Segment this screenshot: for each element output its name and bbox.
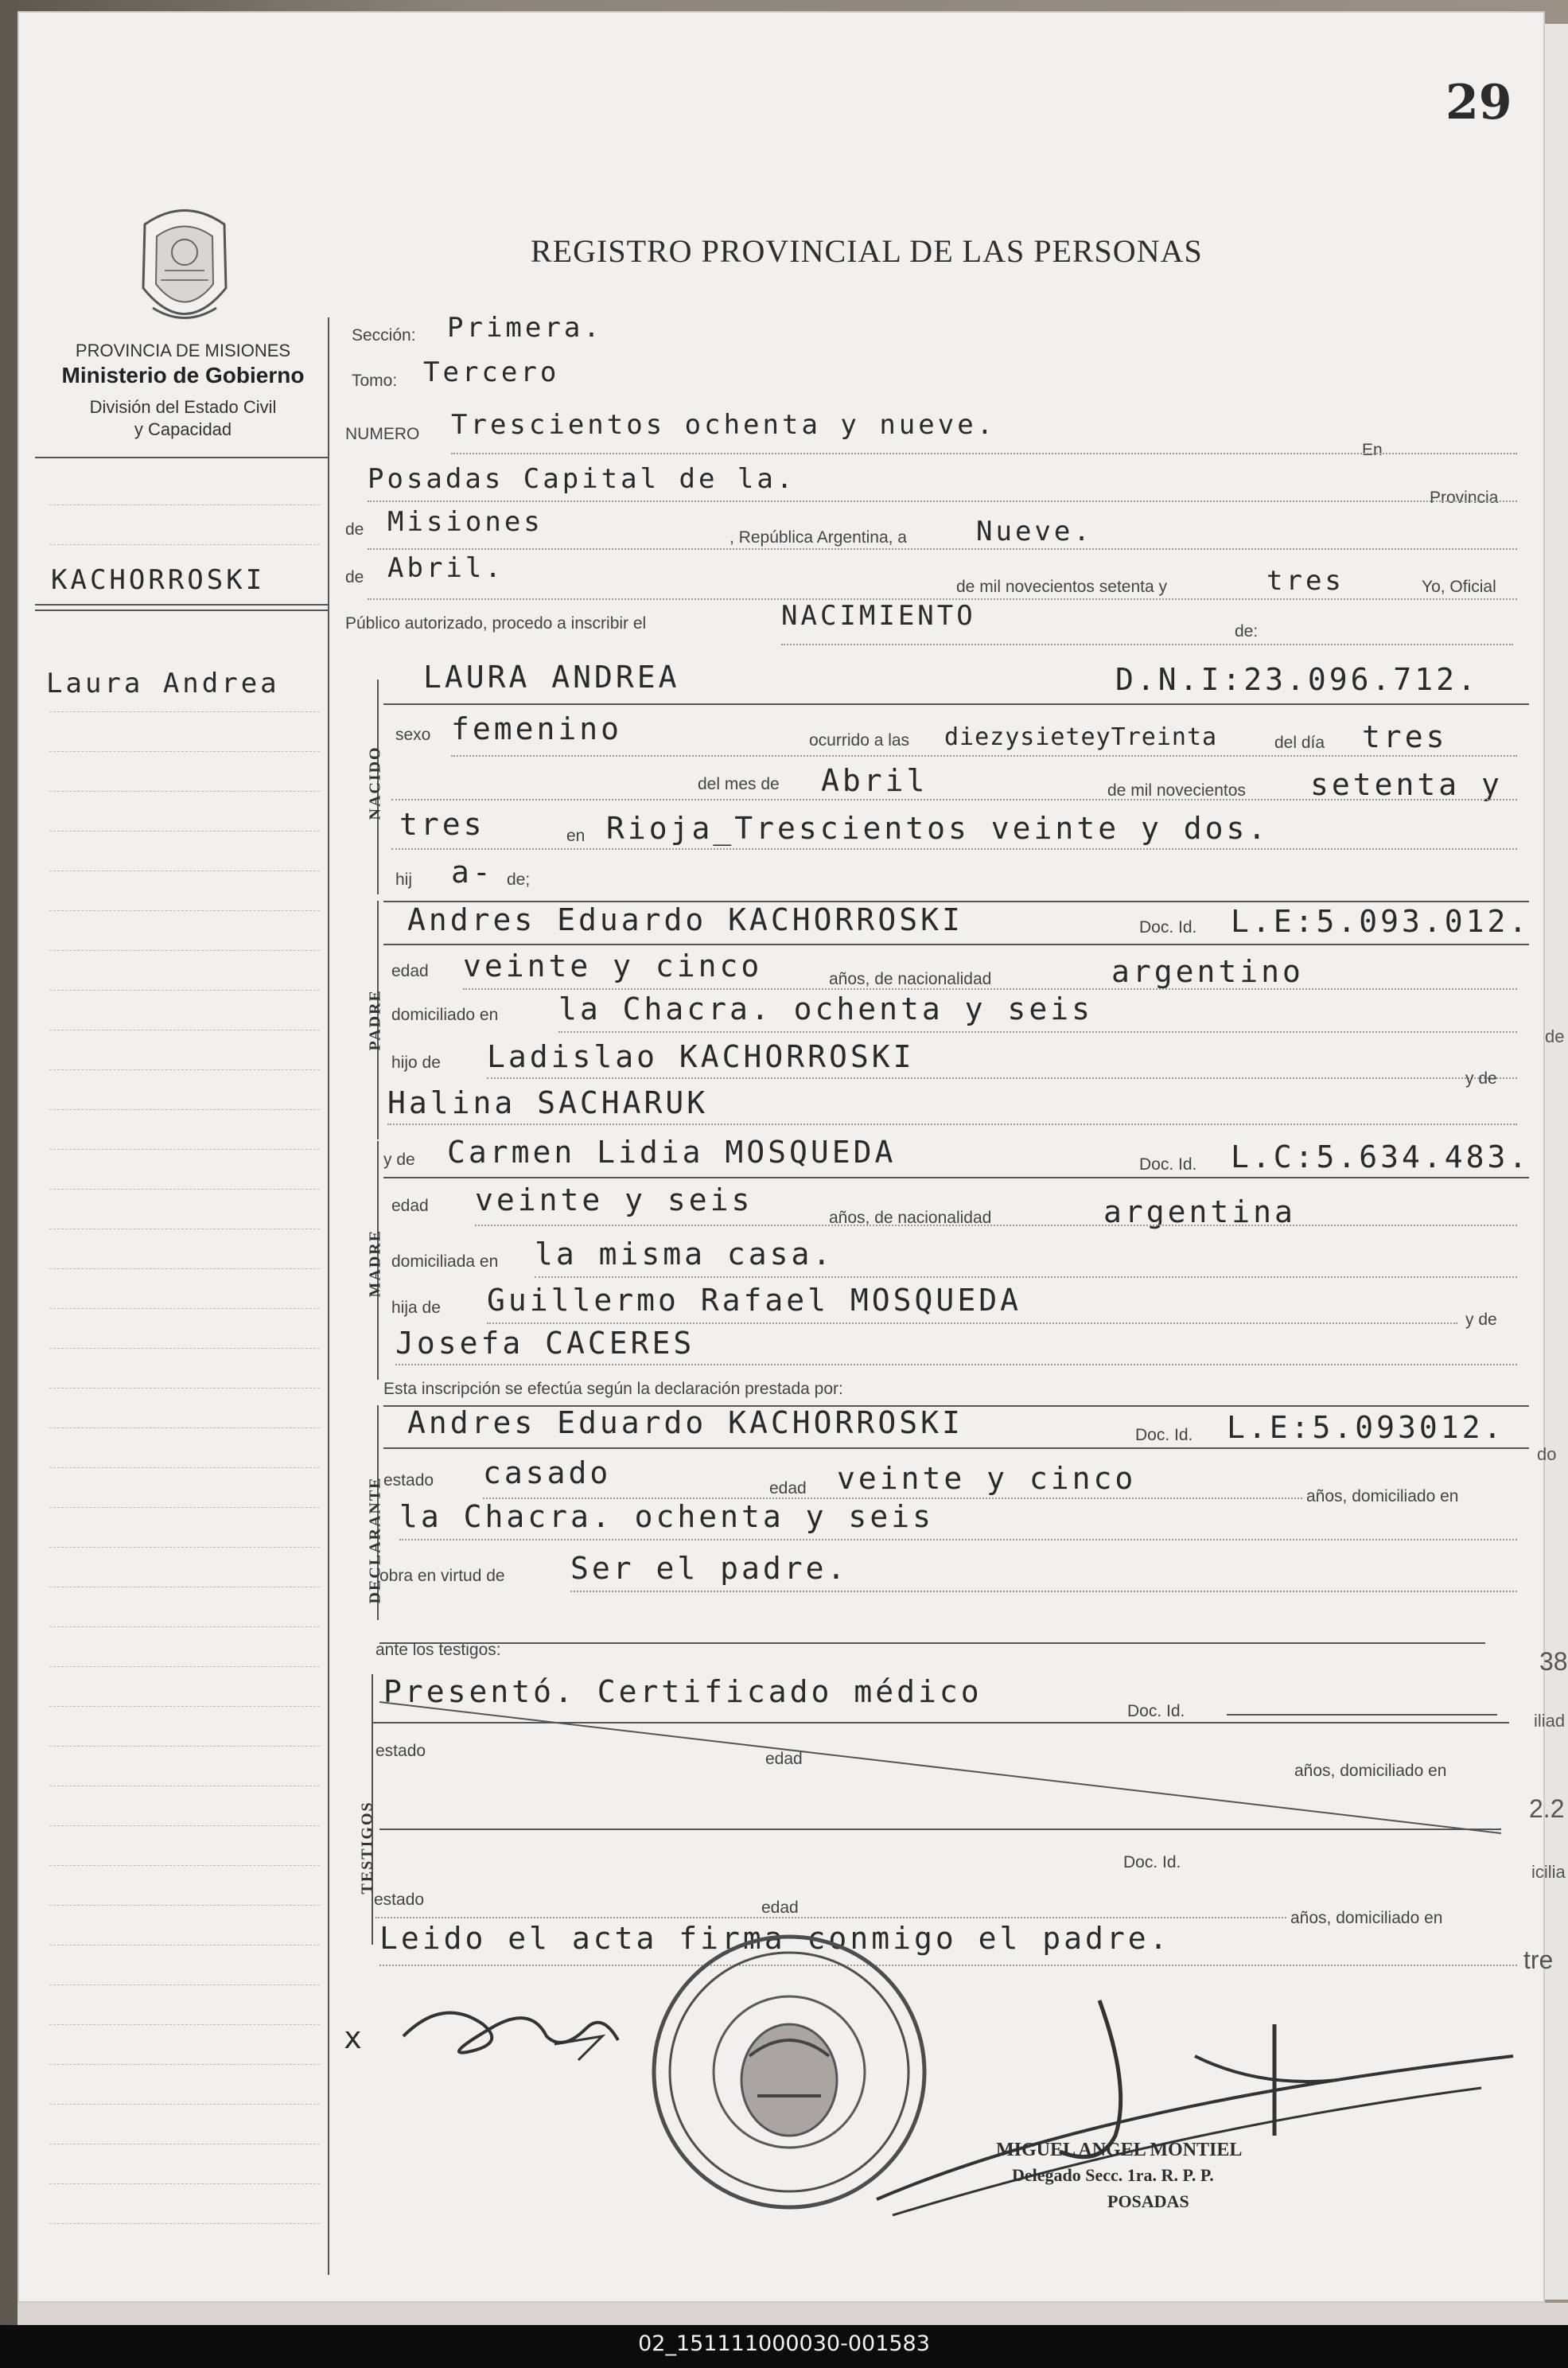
dia-value: Nueve. <box>976 516 1093 547</box>
testigos-vertical-label: TESTIGOS <box>358 1801 376 1895</box>
firma-marker: x <box>344 2020 365 2055</box>
madre-hija-de: Guillermo Rafael MOSQUEDA <box>487 1283 1021 1318</box>
side-rule <box>49 2024 320 2025</box>
sexo-label: sexo <box>395 726 431 744</box>
madre-nombre: Carmen Lidia MOSQUEDA <box>447 1135 897 1170</box>
provincia-value: Misiones <box>387 506 543 538</box>
fill-line <box>395 1364 1517 1365</box>
lugar-nac-value: Rioja_Trescientos veinte y dos. <box>606 811 1270 846</box>
edad-label-2: edad <box>391 1197 429 1215</box>
fill-line <box>379 1965 1517 1966</box>
crest-seal-icon <box>129 201 240 336</box>
side-rule <box>49 2064 320 2065</box>
fill-line <box>375 1917 1286 1918</box>
province-label: PROVINCIA DE MISIONES <box>75 341 291 360</box>
fill-line <box>391 848 1517 850</box>
fill-line <box>475 1225 1517 1226</box>
edad-label: edad <box>391 962 429 980</box>
madre-dom: la misma casa. <box>535 1237 835 1272</box>
side-rule <box>49 950 320 951</box>
obra-label: obra en virtud de <box>379 1567 505 1585</box>
page-bottom-edge <box>18 2303 1568 2325</box>
side-rule <box>49 1507 320 1508</box>
section-rule <box>379 1642 1485 1644</box>
publico-label: Público autorizado, procedo a inscribir el <box>345 614 647 633</box>
page-title: REGISTRO PROVINCIAL DE LAS PERSONAS <box>531 233 1203 269</box>
anos-nac-label: años, de nacionalidad <box>829 970 992 988</box>
side-rule <box>49 1109 320 1110</box>
fill-line <box>368 548 1517 550</box>
hija-de-label: hija de <box>391 1299 441 1317</box>
estado-label-2: estado <box>375 1742 426 1760</box>
side-rule <box>49 2223 320 2224</box>
side-rule <box>49 1666 320 1667</box>
edad-label-3: edad <box>769 1479 807 1498</box>
division-label-2: y Capacidad <box>134 419 232 439</box>
domiciliado-label: domiciliado en <box>391 1006 499 1024</box>
padre-madre: Halina SACHARUK <box>387 1085 709 1120</box>
edge-fragment: tre <box>1523 1945 1554 1974</box>
y-de-label-3: y de <box>1465 1311 1497 1329</box>
mes-nac-value: Abril <box>821 763 928 798</box>
dia-nac-value: tres <box>1362 719 1448 754</box>
estado-label-3: estado <box>374 1891 425 1909</box>
edge-fragment: iliad <box>1534 1711 1566 1731</box>
padre-nombre: Andres Eduardo KACHORROSKI <box>407 902 963 937</box>
page-number: 29 <box>1445 75 1512 130</box>
side-rule <box>49 831 320 832</box>
stamp-city: POSADAS <box>1107 2191 1189 2211</box>
column-divider <box>328 317 329 2275</box>
nacido-nombre: LAURA ANDREA <box>423 660 680 695</box>
padre-vertical-label: PADRE <box>366 989 384 1051</box>
edad-label-5: edad <box>761 1899 799 1917</box>
padre-dom: la Chacra. ochenta y seis <box>558 991 1093 1026</box>
side-rule <box>35 457 329 458</box>
edge-fragment: de <box>1545 1026 1565 1046</box>
decl-dom: la Chacra. ochenta y seis <box>399 1499 934 1534</box>
doc-id-label-5: Doc. Id. <box>1123 1853 1181 1871</box>
side-rule <box>49 1626 320 1627</box>
edge-fragment: do <box>1537 1444 1557 1464</box>
acto-value: NACIMIENTO <box>781 600 976 632</box>
side-rule <box>49 1268 320 1269</box>
side-rule <box>49 1149 320 1150</box>
fill-line <box>781 644 1513 645</box>
nacido-vertical-label: NACIDO <box>366 746 384 820</box>
madre-nac: argentina <box>1103 1194 1296 1229</box>
de-label: de <box>345 520 364 539</box>
cierre-text: Leido el acta firma conmigo el padre. <box>379 1921 1171 1956</box>
side-rule <box>49 1746 320 1747</box>
padre-edad: veinte y cinco <box>463 948 763 983</box>
side-surname-rule <box>35 604 329 606</box>
register-page <box>18 11 1545 2303</box>
side-given-names: Laura Andrea <box>46 668 280 699</box>
section-rule <box>383 1447 1529 1449</box>
fill-line <box>451 755 1517 757</box>
side-rule <box>49 870 320 871</box>
anos-dom-label-2: años, domiciliado en <box>1294 1762 1447 1780</box>
side-rule <box>49 791 320 792</box>
side-surname-rule-2 <box>35 610 329 611</box>
doc-id-label-4: Doc. Id. <box>1127 1702 1185 1720</box>
side-rule <box>49 1467 320 1468</box>
image-caption: 02_151111000030-001583 <box>638 2331 930 2356</box>
ocurrido-label: ocurrido a las <box>809 731 910 750</box>
side-rule <box>49 1905 320 1906</box>
tomo-value: Tercero <box>423 356 560 388</box>
padre-hijo-de: Ladislao KACHORROSKI <box>487 1039 915 1074</box>
nacido-dni: D.N.I:23.096.712. <box>1115 662 1479 697</box>
padre-doc: L.E:5.093.012. <box>1231 904 1531 939</box>
de-label-2: de <box>345 568 364 586</box>
seccion-value: Primera. <box>447 312 603 344</box>
side-rule <box>49 1308 320 1309</box>
edge-fragment: 38 <box>1539 1647 1568 1676</box>
esta-inscripcion-label: Esta inscripción se efectúa según la declaración prestada por: <box>383 1380 843 1398</box>
stamp-name: MIGUEL ANGEL MONTIEL <box>996 2140 1243 2160</box>
side-rule <box>49 1427 320 1428</box>
side-rule <box>49 1706 320 1707</box>
tomo-label: Tomo: <box>352 372 398 390</box>
madre-madre: Josefa CACERES <box>395 1326 695 1361</box>
fill-line <box>463 988 1517 990</box>
mil-label: de mil novecientos setenta y <box>956 578 1167 596</box>
side-surname: KACHORROSKI <box>51 564 266 596</box>
decl-obra: Ser el padre. <box>570 1551 849 1586</box>
doc-id-label-2: Doc. Id. <box>1139 1155 1197 1174</box>
hij-suffix: a- <box>451 855 494 890</box>
provincia-label: Provincia <box>1430 489 1499 507</box>
side-rule <box>49 1348 320 1349</box>
y-de-label: y de <box>1465 1069 1497 1088</box>
fill-line <box>451 453 1517 454</box>
side-rule <box>49 1825 320 1826</box>
mes-value: Abril. <box>387 552 504 584</box>
section-rule <box>383 944 1529 945</box>
fill-line <box>570 1591 1517 1592</box>
section-rule <box>383 703 1529 705</box>
de-label-3: de: <box>1235 622 1259 641</box>
hij-label: hij <box>395 870 413 889</box>
fill-line <box>487 1077 1517 1079</box>
en2-label: en <box>566 827 586 845</box>
de3-label: de; <box>507 870 531 889</box>
del-dia-label: del día <box>1274 734 1325 752</box>
anos-dom-label-3: años, domiciliado en <box>1290 1909 1443 1927</box>
lugar-value: Posadas Capital de la. <box>368 463 796 495</box>
side-rule <box>49 2183 320 2184</box>
seccion-label: Sección: <box>352 326 416 345</box>
side-rule <box>49 1069 320 1070</box>
stamp-role: Delegado Secc. 1ra. R. P. P. <box>1012 2165 1214 2185</box>
fill-line <box>391 799 1517 800</box>
side-rule <box>49 751 320 752</box>
side-rule <box>49 1865 320 1866</box>
side-rule <box>49 2104 320 2105</box>
y-de2-label: y de <box>383 1151 415 1169</box>
official-signature <box>861 1992 1545 2231</box>
fill-line <box>387 1124 1517 1125</box>
fill-line <box>368 500 1517 502</box>
edad-label-4: edad <box>765 1750 803 1768</box>
side-rule <box>49 711 320 712</box>
numero-value: Trescientos ochenta y nueve. <box>451 409 997 441</box>
doc-id-label-3: Doc. Id. <box>1135 1426 1193 1444</box>
side-rule <box>49 1984 320 1985</box>
side-rule <box>49 1547 320 1548</box>
decl-edad: veinte y cinco <box>837 1461 1137 1496</box>
fill-line <box>535 1276 1517 1278</box>
fill-line <box>558 1031 1517 1033</box>
en-label: En <box>1362 441 1383 459</box>
side-rule <box>49 504 320 505</box>
estado-label: estado <box>383 1471 434 1490</box>
padre-nac: argentino <box>1111 954 1304 989</box>
del-mes-label: del mes de <box>698 775 780 793</box>
side-rule <box>49 990 320 991</box>
decl-doc: L.E:5.093012. <box>1227 1410 1505 1445</box>
declarante-vertical-label: DECLARANTE <box>366 1476 384 1604</box>
domiciliada-label: domiciliada en <box>391 1252 499 1271</box>
fill-line <box>399 1539 1517 1540</box>
madre-edad: veinte y seis <box>475 1182 753 1217</box>
edge-fragment: icilia <box>1531 1862 1566 1882</box>
division-label: División del Estado Civil <box>89 397 277 417</box>
fill-line <box>487 1322 1457 1324</box>
ministry-label: Ministerio de Gobierno <box>61 363 305 388</box>
side-rule <box>49 910 320 911</box>
side-rule <box>49 1189 320 1190</box>
side-rule <box>49 544 320 545</box>
anio-nac-2: tres <box>399 807 485 842</box>
anos-dom-label: años, domiciliado en <box>1306 1487 1459 1505</box>
testigos-nota: Presentó. Certificado médico <box>383 1674 982 1709</box>
anos-nac-label-2: años, de nacionalidad <box>829 1209 992 1227</box>
mil2-label: de mil novecientos <box>1107 781 1246 800</box>
numero-label: NUMERO <box>345 425 420 443</box>
hijo-de-label: hijo de <box>391 1054 441 1072</box>
section-rule <box>383 1177 1529 1178</box>
madre-vertical-label: MADRE <box>366 1229 384 1298</box>
edge-fragment: 2.2 <box>1529 1794 1565 1823</box>
republica-label: , República Argentina, a <box>730 528 907 547</box>
doc-id-label: Doc. Id. <box>1139 918 1197 937</box>
anio-value: tres <box>1266 565 1344 597</box>
declarant-signature <box>395 1980 634 2076</box>
decl-estado: casado <box>483 1455 612 1490</box>
anio-nac-1: setenta y <box>1310 767 1503 802</box>
madre-doc: L.C:5.634.483. <box>1231 1139 1531 1174</box>
ante-testigos-label: ante los testigos: <box>375 1641 501 1659</box>
decl-nombre: Andres Eduardo KACHORROSKI <box>407 1405 963 1440</box>
yo-oficial-label: Yo, Oficial <box>1422 578 1496 596</box>
hora-value: diezysieteyTreinta <box>944 723 1218 751</box>
sexo-value: femenino <box>451 711 623 746</box>
